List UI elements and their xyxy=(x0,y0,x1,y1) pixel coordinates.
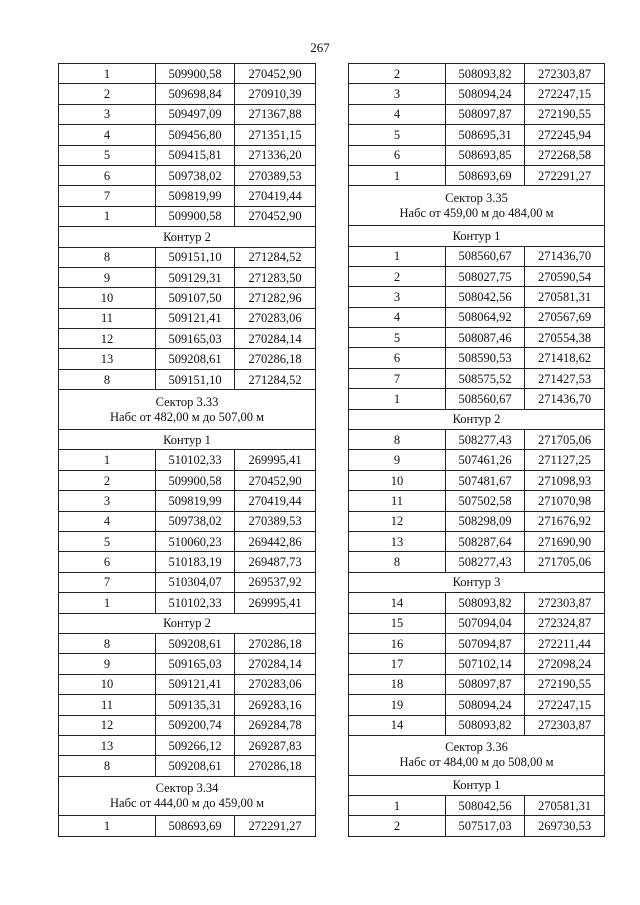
x-coordinate-cell: 508042,56 xyxy=(446,796,525,816)
contour-header: Контур 3 xyxy=(349,572,605,592)
contour-header: Контур 1 xyxy=(349,226,605,246)
contour-header-row xyxy=(59,613,316,633)
table-row xyxy=(349,84,605,104)
table-row xyxy=(59,511,316,531)
point-number-cell: 8 xyxy=(59,247,156,267)
point-number-cell: 5 xyxy=(59,532,156,552)
x-coordinate-cell: 509151,10 xyxy=(156,247,235,267)
y-coordinate-cell: 269730,53 xyxy=(525,816,605,836)
table-row xyxy=(349,450,605,470)
point-number-cell: 10 xyxy=(59,674,156,694)
x-coordinate-cell: 509135,31 xyxy=(156,695,235,715)
y-coordinate-cell: 270452,90 xyxy=(235,470,316,490)
x-coordinate-cell: 508093,82 xyxy=(446,593,525,613)
contour-header-row xyxy=(349,409,605,429)
table-row xyxy=(349,674,605,694)
y-coordinate-cell: 272247,15 xyxy=(525,695,605,715)
point-number-cell: 8 xyxy=(59,633,156,653)
table-row xyxy=(59,633,316,653)
point-number-cell: 14 xyxy=(349,593,446,613)
contour-header: Контур 1 xyxy=(59,430,316,450)
point-number-cell: 4 xyxy=(59,511,156,531)
y-coordinate-cell: 270581,31 xyxy=(525,287,605,307)
point-number-cell: 5 xyxy=(349,328,446,348)
left-coordinates-table xyxy=(58,63,316,837)
table-row xyxy=(59,491,316,511)
point-number-cell: 12 xyxy=(59,715,156,735)
point-number-cell: 3 xyxy=(59,491,156,511)
point-number-cell: 14 xyxy=(349,715,446,735)
table-row xyxy=(349,633,605,653)
x-coordinate-cell: 508064,92 xyxy=(446,307,525,327)
table-row xyxy=(59,165,316,185)
x-coordinate-cell: 508287,64 xyxy=(446,532,525,552)
x-coordinate-cell: 508093,82 xyxy=(446,715,525,735)
x-coordinate-cell: 508575,52 xyxy=(446,368,525,388)
x-coordinate-cell: 508693,69 xyxy=(446,165,525,185)
x-coordinate-cell: 509208,61 xyxy=(156,633,235,653)
x-coordinate-cell: 510060,23 xyxy=(156,532,235,552)
point-number-cell: 2 xyxy=(59,84,156,104)
table-row xyxy=(349,695,605,715)
sector-title: Сектор 3.35 xyxy=(445,190,508,205)
point-number-cell: 1 xyxy=(349,796,446,816)
point-number-cell: 1 xyxy=(59,206,156,226)
table-row xyxy=(349,816,605,836)
sector-header xyxy=(59,390,316,430)
y-coordinate-cell: 272291,27 xyxy=(235,816,316,836)
contour-header-row xyxy=(349,572,605,592)
y-coordinate-cell: 270389,53 xyxy=(235,165,316,185)
y-coordinate-cell: 271284,52 xyxy=(235,247,316,267)
table-row xyxy=(59,308,316,328)
point-number-cell: 13 xyxy=(59,735,156,755)
point-number-cell: 1 xyxy=(59,593,156,613)
x-coordinate-cell: 509819,99 xyxy=(156,186,235,206)
table-row xyxy=(349,246,605,266)
sector-title: Сектор 3.34 xyxy=(155,781,219,796)
point-number-cell: 9 xyxy=(59,267,156,287)
table-row xyxy=(349,532,605,552)
y-coordinate-cell: 272324,87 xyxy=(525,613,605,633)
y-coordinate-cell: 272291,27 xyxy=(525,165,605,185)
x-coordinate-cell: 508087,46 xyxy=(446,328,525,348)
y-coordinate-cell: 271676,92 xyxy=(525,511,605,531)
x-coordinate-cell: 508097,87 xyxy=(446,104,525,124)
x-coordinate-cell: 509129,31 xyxy=(156,267,235,287)
point-number-cell: 7 xyxy=(349,368,446,388)
table-row xyxy=(349,470,605,490)
point-number-cell: 6 xyxy=(59,165,156,185)
point-number-cell: 12 xyxy=(59,329,156,349)
x-coordinate-cell: 508093,82 xyxy=(446,64,525,84)
x-coordinate-cell: 509208,61 xyxy=(156,756,235,776)
y-coordinate-cell: 271690,90 xyxy=(525,532,605,552)
table-row xyxy=(349,491,605,511)
table-row xyxy=(59,572,316,592)
table-row xyxy=(59,756,316,776)
contour-header: Контур 2 xyxy=(349,409,605,429)
table-row xyxy=(59,186,316,206)
x-coordinate-cell: 507502,58 xyxy=(446,491,525,511)
table-row xyxy=(59,532,316,552)
y-coordinate-cell: 270286,18 xyxy=(235,349,316,369)
table-row xyxy=(349,145,605,165)
sector-header xyxy=(59,776,316,816)
table-row xyxy=(59,470,316,490)
x-coordinate-cell: 507517,03 xyxy=(446,816,525,836)
y-coordinate-cell: 269995,41 xyxy=(235,450,316,470)
x-coordinate-cell: 508094,24 xyxy=(446,84,525,104)
x-coordinate-cell: 509415,81 xyxy=(156,145,235,165)
y-coordinate-cell: 270554,38 xyxy=(525,328,605,348)
contour-header-row xyxy=(349,775,605,795)
point-number-cell: 10 xyxy=(349,470,446,490)
x-coordinate-cell: 509107,50 xyxy=(156,288,235,308)
point-number-cell: 2 xyxy=(349,816,446,836)
point-number-cell: 8 xyxy=(349,552,446,572)
y-coordinate-cell: 272303,87 xyxy=(525,715,605,735)
point-number-cell: 9 xyxy=(349,450,446,470)
x-coordinate-cell: 507481,67 xyxy=(446,470,525,490)
sector-header xyxy=(349,735,605,775)
y-coordinate-cell: 269537,92 xyxy=(235,572,316,592)
point-number-cell: 6 xyxy=(349,348,446,368)
x-coordinate-cell: 509497,09 xyxy=(156,104,235,124)
table-row xyxy=(349,307,605,327)
table-row xyxy=(59,735,316,755)
contour-header: Контур 2 xyxy=(59,613,316,633)
table-row xyxy=(349,511,605,531)
x-coordinate-cell: 508560,67 xyxy=(446,246,525,266)
table-row xyxy=(349,368,605,388)
y-coordinate-cell: 270419,44 xyxy=(235,186,316,206)
point-number-cell: 2 xyxy=(59,470,156,490)
table-row xyxy=(349,552,605,572)
table-row xyxy=(349,266,605,286)
point-number-cell: 5 xyxy=(349,125,446,145)
table-row xyxy=(59,145,316,165)
table-row xyxy=(349,104,605,124)
table-row xyxy=(59,329,316,349)
x-coordinate-cell: 508298,09 xyxy=(446,511,525,531)
sector-title: Сектор 3.36 xyxy=(445,740,508,755)
x-coordinate-cell: 508277,43 xyxy=(446,552,525,572)
y-coordinate-cell: 271098,93 xyxy=(525,470,605,490)
y-coordinate-cell: 271351,15 xyxy=(235,125,316,145)
x-coordinate-cell: 509900,58 xyxy=(156,470,235,490)
point-number-cell: 10 xyxy=(59,288,156,308)
x-coordinate-cell: 509819,99 xyxy=(156,491,235,511)
contour-header: Контур 2 xyxy=(59,227,316,247)
point-number-cell: 13 xyxy=(349,532,446,552)
contour-header: Контур 1 xyxy=(349,775,605,795)
x-coordinate-cell: 507461,26 xyxy=(446,450,525,470)
y-coordinate-cell: 269284,78 xyxy=(235,715,316,735)
sector-range: Набс от 484,00 м до 508,00 м xyxy=(399,755,554,770)
x-coordinate-cell: 509165,03 xyxy=(156,329,235,349)
point-number-cell: 15 xyxy=(349,613,446,633)
y-coordinate-cell: 272245,94 xyxy=(525,125,605,145)
table-row xyxy=(349,654,605,674)
y-coordinate-cell: 270286,18 xyxy=(235,633,316,653)
contour-header-row xyxy=(59,430,316,450)
table-row xyxy=(59,654,316,674)
y-coordinate-cell: 270567,69 xyxy=(525,307,605,327)
point-number-cell: 11 xyxy=(349,491,446,511)
point-number-cell: 18 xyxy=(349,674,446,694)
y-coordinate-cell: 271705,06 xyxy=(525,430,605,450)
x-coordinate-cell: 509266,12 xyxy=(156,735,235,755)
y-coordinate-cell: 272247,15 xyxy=(525,84,605,104)
y-coordinate-cell: 272303,87 xyxy=(525,64,605,84)
x-coordinate-cell: 508042,56 xyxy=(446,287,525,307)
y-coordinate-cell: 271427,53 xyxy=(525,368,605,388)
table-row xyxy=(59,674,316,694)
point-number-cell: 1 xyxy=(59,64,156,84)
table-row xyxy=(59,593,316,613)
left-coordinates-table-wrapper xyxy=(58,63,316,837)
y-coordinate-cell: 272190,55 xyxy=(525,674,605,694)
y-coordinate-cell: 271336,20 xyxy=(235,145,316,165)
point-number-cell: 8 xyxy=(59,756,156,776)
sector-header-row xyxy=(59,776,316,816)
point-number-cell: 1 xyxy=(349,389,446,409)
point-number-cell: 6 xyxy=(59,552,156,572)
x-coordinate-cell: 510183,19 xyxy=(156,552,235,572)
table-row xyxy=(349,328,605,348)
x-coordinate-cell: 508695,31 xyxy=(446,125,525,145)
y-coordinate-cell: 270590,54 xyxy=(525,266,605,286)
point-number-cell: 3 xyxy=(349,287,446,307)
y-coordinate-cell: 270283,06 xyxy=(235,674,316,694)
point-number-cell: 3 xyxy=(349,84,446,104)
point-number-cell: 11 xyxy=(59,695,156,715)
x-coordinate-cell: 509456,80 xyxy=(156,125,235,145)
y-coordinate-cell: 271367,88 xyxy=(235,104,316,124)
x-coordinate-cell: 508590,53 xyxy=(446,348,525,368)
x-coordinate-cell: 508277,43 xyxy=(446,430,525,450)
table-row xyxy=(59,104,316,124)
table-row xyxy=(59,369,316,389)
x-coordinate-cell: 510304,07 xyxy=(156,572,235,592)
point-number-cell: 1 xyxy=(59,816,156,836)
y-coordinate-cell: 270452,90 xyxy=(235,206,316,226)
table-row xyxy=(349,715,605,735)
table-row xyxy=(349,64,605,84)
x-coordinate-cell: 509121,41 xyxy=(156,674,235,694)
table-row xyxy=(349,593,605,613)
y-coordinate-cell: 271283,50 xyxy=(235,267,316,287)
point-number-cell: 6 xyxy=(349,145,446,165)
point-number-cell: 7 xyxy=(59,572,156,592)
table-row xyxy=(59,450,316,470)
point-number-cell: 12 xyxy=(349,511,446,531)
y-coordinate-cell: 271282,96 xyxy=(235,288,316,308)
y-coordinate-cell: 269995,41 xyxy=(235,593,316,613)
contour-header-row xyxy=(59,227,316,247)
table-row xyxy=(59,64,316,84)
x-coordinate-cell: 509698,84 xyxy=(156,84,235,104)
x-coordinate-cell: 509900,58 xyxy=(156,206,235,226)
point-number-cell: 5 xyxy=(59,145,156,165)
table-row xyxy=(349,796,605,816)
y-coordinate-cell: 272268,58 xyxy=(525,145,605,165)
x-coordinate-cell: 509200,74 xyxy=(156,715,235,735)
point-number-cell: 4 xyxy=(349,104,446,124)
x-coordinate-cell: 508027,75 xyxy=(446,266,525,286)
point-number-cell: 9 xyxy=(59,654,156,674)
point-number-cell: 17 xyxy=(349,654,446,674)
table-row xyxy=(349,165,605,185)
point-number-cell: 1 xyxy=(349,165,446,185)
y-coordinate-cell: 269287,83 xyxy=(235,735,316,755)
x-coordinate-cell: 509151,10 xyxy=(156,369,235,389)
x-coordinate-cell: 509165,03 xyxy=(156,654,235,674)
x-coordinate-cell: 510102,33 xyxy=(156,450,235,470)
table-row xyxy=(59,288,316,308)
point-number-cell: 3 xyxy=(59,104,156,124)
x-coordinate-cell: 508693,85 xyxy=(446,145,525,165)
table-row xyxy=(59,552,316,572)
y-coordinate-cell: 271127,25 xyxy=(525,450,605,470)
point-number-cell: 2 xyxy=(349,64,446,84)
point-number-cell: 19 xyxy=(349,695,446,715)
page-number: 267 xyxy=(310,40,330,55)
sector-header xyxy=(349,186,605,226)
x-coordinate-cell: 508094,24 xyxy=(446,695,525,715)
x-coordinate-cell: 507102,14 xyxy=(446,654,525,674)
x-coordinate-cell: 508693,69 xyxy=(156,816,235,836)
point-number-cell: 8 xyxy=(349,430,446,450)
y-coordinate-cell: 271436,70 xyxy=(525,389,605,409)
table-row xyxy=(59,125,316,145)
sector-header-row xyxy=(349,735,605,775)
table-row xyxy=(349,348,605,368)
x-coordinate-cell: 509738,02 xyxy=(156,511,235,531)
x-coordinate-cell: 510102,33 xyxy=(156,593,235,613)
y-coordinate-cell: 270284,14 xyxy=(235,329,316,349)
table-row xyxy=(349,125,605,145)
y-coordinate-cell: 272098,24 xyxy=(525,654,605,674)
x-coordinate-cell: 507094,87 xyxy=(446,633,525,653)
table-row xyxy=(59,206,316,226)
y-coordinate-cell: 270284,14 xyxy=(235,654,316,674)
y-coordinate-cell: 272211,44 xyxy=(525,633,605,653)
sector-header-row xyxy=(349,186,605,226)
y-coordinate-cell: 271418,62 xyxy=(525,348,605,368)
point-number-cell: 13 xyxy=(59,349,156,369)
point-number-cell: 1 xyxy=(349,246,446,266)
x-coordinate-cell: 507094,04 xyxy=(446,613,525,633)
sector-header-row xyxy=(59,390,316,430)
sector-range: Набс от 482,00 м до 507,00 м xyxy=(110,409,264,424)
y-coordinate-cell: 270286,18 xyxy=(235,756,316,776)
y-coordinate-cell: 271070,98 xyxy=(525,491,605,511)
point-number-cell: 1 xyxy=(59,450,156,470)
point-number-cell: 4 xyxy=(59,125,156,145)
x-coordinate-cell: 508097,87 xyxy=(446,674,525,694)
y-coordinate-cell: 269442,86 xyxy=(235,532,316,552)
contour-header-row xyxy=(349,226,605,246)
y-coordinate-cell: 270452,90 xyxy=(235,64,316,84)
sector-title: Сектор 3.33 xyxy=(155,394,219,409)
y-coordinate-cell: 271284,52 xyxy=(235,369,316,389)
y-coordinate-cell: 270283,06 xyxy=(235,308,316,328)
x-coordinate-cell: 509900,58 xyxy=(156,64,235,84)
y-coordinate-cell: 272190,55 xyxy=(525,104,605,124)
table-row xyxy=(59,695,316,715)
y-coordinate-cell: 270389,53 xyxy=(235,511,316,531)
x-coordinate-cell: 509121,41 xyxy=(156,308,235,328)
y-coordinate-cell: 270910,39 xyxy=(235,84,316,104)
table-row xyxy=(349,613,605,633)
point-number-cell: 2 xyxy=(349,266,446,286)
table-row xyxy=(59,247,316,267)
table-row xyxy=(349,430,605,450)
table-row xyxy=(59,715,316,735)
x-coordinate-cell: 508560,67 xyxy=(446,389,525,409)
x-coordinate-cell: 509738,02 xyxy=(156,165,235,185)
y-coordinate-cell: 272303,87 xyxy=(525,593,605,613)
y-coordinate-cell: 271705,06 xyxy=(525,552,605,572)
point-number-cell: 8 xyxy=(59,369,156,389)
point-number-cell: 4 xyxy=(349,307,446,327)
right-coordinates-table-wrapper xyxy=(348,63,605,837)
table-row xyxy=(59,267,316,287)
point-number-cell: 11 xyxy=(59,308,156,328)
y-coordinate-cell: 270419,44 xyxy=(235,491,316,511)
point-number-cell: 16 xyxy=(349,633,446,653)
right-coordinates-table xyxy=(348,63,605,837)
x-coordinate-cell: 509208,61 xyxy=(156,349,235,369)
table-row xyxy=(349,389,605,409)
sector-range: Набс от 444,00 м до 459,00 м xyxy=(110,796,264,811)
table-row xyxy=(349,287,605,307)
y-coordinate-cell: 271436,70 xyxy=(525,246,605,266)
y-coordinate-cell: 269283,16 xyxy=(235,695,316,715)
table-row xyxy=(59,816,316,836)
table-row xyxy=(59,84,316,104)
y-coordinate-cell: 270581,31 xyxy=(525,796,605,816)
point-number-cell: 7 xyxy=(59,186,156,206)
table-row xyxy=(59,349,316,369)
sector-range: Набс от 459,00 м до 484,00 м xyxy=(399,205,554,220)
y-coordinate-cell: 269487,73 xyxy=(235,552,316,572)
